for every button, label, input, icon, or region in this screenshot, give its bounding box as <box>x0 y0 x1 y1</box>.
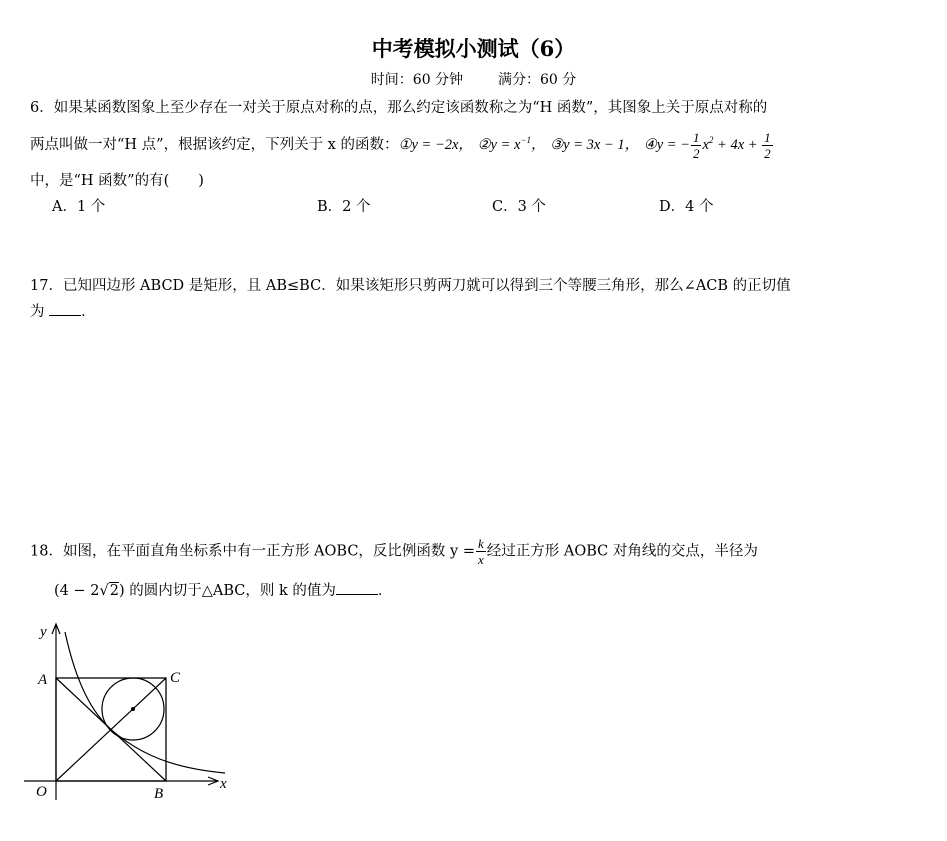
label-y: y <box>40 624 47 640</box>
q6-func-2: ②y = $x^{-1}$， <box>477 135 546 153</box>
geometry-figure <box>20 618 240 808</box>
label-b: B <box>154 786 164 802</box>
q6-intro: 两点叫做一对“H 点”，根据该约定，下列关于 x 的函数： <box>30 136 399 153</box>
q6-line2 <box>30 130 774 161</box>
answer-blank <box>49 315 81 316</box>
q17-line2: 为 ． <box>30 304 96 320</box>
q6-func-1: ①y = −2x， <box>398 136 473 153</box>
fraction-k-over-x: $\frac{k}{x}$ <box>478 536 484 567</box>
answer-blank <box>336 594 378 595</box>
hyperbola-curve <box>65 632 225 773</box>
q6-func-4: ④y = − $\frac{1}{2}$ $x^2 + 4x$ + $\frac{1}{2}$ <box>643 130 771 161</box>
page-title: 中考模拟小测试（6） <box>371 36 576 61</box>
full-score: 满分：60 分 <box>497 72 577 88</box>
q6-option-a: A．1 个 <box>52 199 106 215</box>
fraction-half: $\frac{1}{2}$ <box>692 130 700 161</box>
q18-line2: (4 − 2√2) 的圆内切于△ABC，则 k 的值为 ． <box>54 583 393 599</box>
q6-option-b: B．2 个 <box>317 199 371 215</box>
label-c: C <box>170 670 181 686</box>
q6-line3: 中，是“H 函数”的有( ) <box>30 173 204 189</box>
label-a: A <box>38 672 48 688</box>
q18-line1: 18．如图，在平面直角坐标系中有一正方形 AOBC，反比例函数 y = $\frac{k}{x}$ 经过正方形 AOBC 对角线的交点，半径为 <box>30 536 758 567</box>
exam-meta <box>0 69 947 89</box>
label-o: O <box>36 784 47 800</box>
fraction-half: $\frac{1}{2}$ <box>764 130 771 161</box>
q6-func-3: ③y = 3x − 1， <box>550 136 640 153</box>
q6-line1: 6．如果某函数图象上至少存在一对关于原点对称的点，那么约定该函数称之为“H 函数”，其图象上关于原点对称的 <box>30 100 768 116</box>
q6-option-d: D．4 个 <box>659 199 714 215</box>
q6-option-c: C．3 个 <box>492 199 546 215</box>
q17-line1: 17．已知四边形 ABCD 是矩形，且 AB≤BC．如果该矩形只剪两刀就可以得到三个等腰三角形，那么∠ACB 的正切值 <box>30 278 791 294</box>
time-limit: 时间：60 分钟 <box>370 72 464 88</box>
circle-center-dot <box>131 707 135 711</box>
label-x: x <box>220 776 227 792</box>
